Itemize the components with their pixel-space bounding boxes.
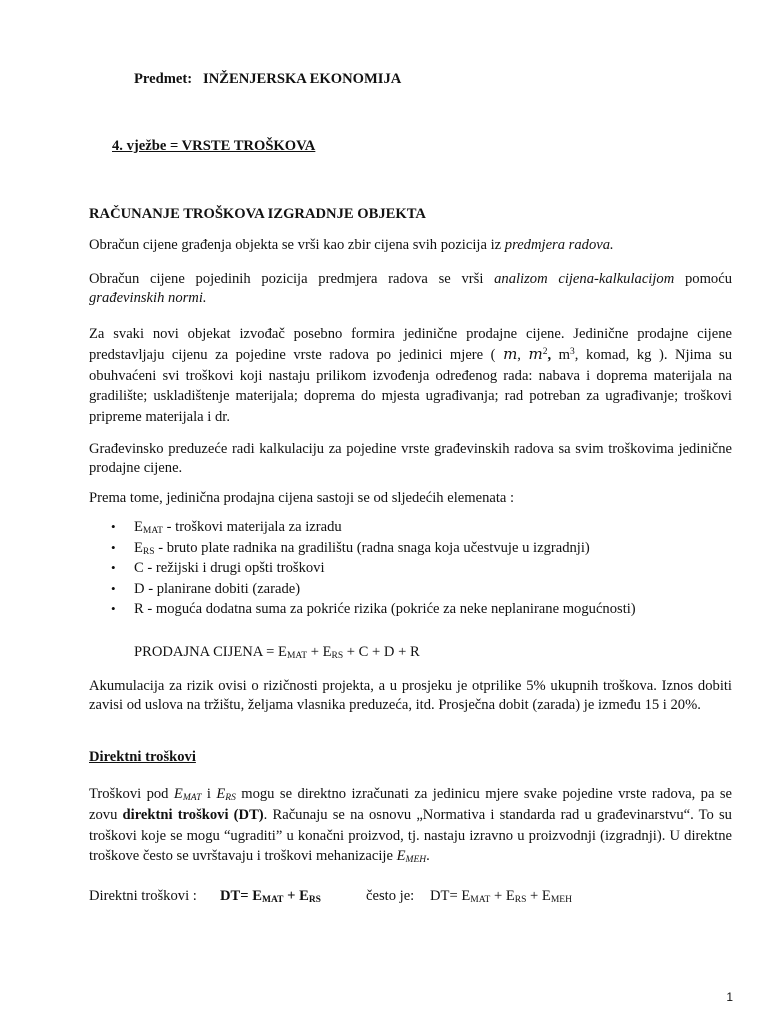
dt-line-label: Direktni troškovi : — [89, 888, 197, 904]
paragraph-6: Akumulacija za rizik ovisi o rizičnosti projekta, a u prosjeku je otprilike 5% ukupnih troškova. Iznos dobiti zavisi od uslova na tržištu, željama vlasnika preduzeća, itd. Prosječna dobit (zarada) je između 15 i 20%. — [89, 678, 732, 713]
section-heading-direct-costs: Direktni troškovi — [89, 749, 196, 765]
subject-value: INŽENJERSKA EKONOMIJA — [203, 71, 402, 87]
unit-m3-sup: 3 — [570, 347, 575, 358]
bullet-icon: • — [111, 519, 116, 534]
dt-formula-1: $DT= E_{MAT} + E_{RS}$ — [220, 888, 321, 905]
bullet-icon: • — [111, 560, 116, 575]
paragraph-direct-costs: Troškovi pod $E_{MAT}$ i $E_{RS}$ mogu se direktno izračunati za jedinicu mjere svake pojedine vrste radova, pa se zovu direktni troškovi (DT). Računaju se na osnovu „Normativa i standarda rad u građevinarstvu“. To su troškovi koje se mogu “ugraditi” u konačni proizvod, tj. nastaju izravno u proizvodnji (izgradnji). U direktne troškove često se uvrštavaju i troškovi mehanizacije $E_{MEH}$. — [89, 786, 732, 866]
paragraph-3-b: , komad, kg ). Njima su obuhvaćeni svi troškovi koji nastaju prilikom izvođenja određenog rada: nabava i doprema materijala na gradilište; uskladištenje materijala; doprema do mjesta ugrađivanja; rad potreban za ugrađivanje; troškovi pripreme materijala i dr. — [89, 347, 732, 425]
paragraph-2-text: Obračun cijene pojedinih pozicija predmjera radova se vrši — [89, 271, 495, 287]
paragraph-2 — [89, 270, 732, 309]
list-item: • D - planirane dobiti (zarade) — [111, 580, 301, 597]
paragraph-2-italic-2: građevinskih normi. — [89, 290, 207, 307]
page-number: 1 — [726, 990, 733, 1004]
list-item: • $E_{RS}$ - bruto plate radnika na gradilištu (radna snaga koja učestvuje u izgradnji) — [111, 539, 590, 557]
paragraph-2-italic-1: analizom cijena-kalkulacijom — [494, 271, 675, 287]
cost-elements-list — [89, 518, 732, 621]
paragraph-2-mid: pomoću — [674, 271, 732, 287]
subject-line — [134, 70, 401, 89]
bullet-icon: • — [111, 539, 116, 555]
dt-formula-2: $DT= E_{MAT} + E_{RS} + E_{MEH}$ — [430, 888, 572, 905]
list-item: • $E_{MAT}$ - troškovi materijala za izradu — [111, 519, 342, 536]
unit-m2-sup: 2 — [542, 347, 548, 358]
bullet-icon: • — [111, 580, 116, 596]
paragraph-1-text: Obračun cijene građenja objekta se vrši kao zbir cijena svih pozicija iz — [89, 237, 505, 253]
unit-m2: m — [528, 345, 543, 364]
bullet-icon: • — [111, 601, 116, 616]
unit-m3: m — [558, 347, 571, 364]
paragraph-3: Za svaki novi objekat izvođač posebno formira jedinične prodajne cijene. Jedinične prodajne cijene predstavljaju cijenu za pojedine vrste radova po jedinici mjere ( m, $m^2$, $m^3$, komad, kg ). Njima su obuhvaćeni svi troškovi koji nastaju prilikom izvođenja određenog rada: nabava i doprema materijala na gradilište; uskladištenje materijala; doprema do mjesta ugrađivanja; rad potreban za ugrađivanje; troškovi pripreme materijala i dr. — [89, 326, 732, 425]
paragraph-3-a: Za svaki novi objekat izvođač posebno formira jedinične prodajne cijene. Jedinične prodajne cijene predstavljaju cijenu za pojedine vrste radova po jedinici mjere ( — [89, 326, 732, 364]
exercise-title: 4. vježbe = VRSTE TROŠKOVA — [112, 138, 316, 154]
unit-m: m — [503, 345, 518, 364]
section-heading-costs: RAČUNANJE TROŠKOVA IZGRADNJE OBJEKTA — [89, 206, 426, 222]
dt-often-label: često je: — [366, 888, 415, 904]
subject-label: Predmet: — [134, 71, 193, 87]
paragraph-4: Građevinsko preduzeće radi kalkulaciju za pojedine vrste građevinskih radova sa svim troškovima jedinične prodajne cijene. — [89, 441, 732, 477]
paragraph-1-italic: predmjera radova. — [504, 237, 614, 253]
price-formula: PRODAJNA CIJENA = $E_{MAT} + E_{RS} + C + D + R$ — [134, 644, 420, 661]
list-item: • R - moguća dodatna suma za pokriće rizika (pokriće za neke neplanirane mogućnosti) — [111, 601, 636, 617]
paragraph-1 — [89, 236, 732, 255]
list-item: • C - režijski i drugi opšti troškovi — [111, 560, 325, 576]
paragraph-5: Prema tome, jedinična prodajna cijena sastoji se od sljedećih elemenata : — [89, 490, 515, 506]
